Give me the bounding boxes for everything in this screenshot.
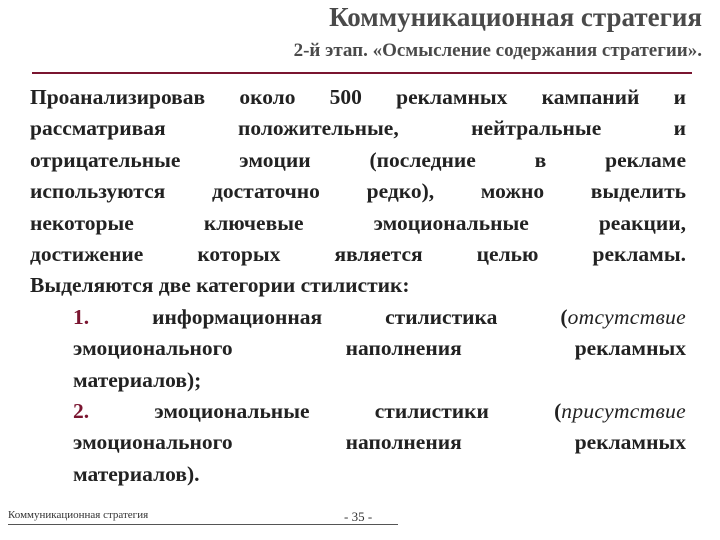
- paragraph-line: Выделяются две категории стилистик:: [30, 273, 410, 298]
- list-item-line: эмоционального наполнения рекламных: [73, 336, 686, 361]
- slide-title: Коммуникационная стратегия: [329, 2, 702, 32]
- list-item-line: эмоционального наполнения рекламных: [73, 430, 686, 455]
- paragraph-line: используются достаточно редко), можно выделить: [30, 179, 686, 204]
- page-number: - 35 -: [344, 509, 373, 524]
- paragraph-line: Проанализировав около 500 рекламных кампаний и: [30, 85, 686, 109]
- footer-label: Коммуникационная стратегия: [8, 509, 149, 521]
- paragraph-line: некоторые ключевые эмоциональные реакции,: [30, 210, 686, 235]
- paragraph-line: рассматривая положительные, нейтральные и: [30, 116, 686, 141]
- list-item-line: [73, 302, 686, 333]
- list-item-line: материалов);: [73, 367, 202, 392]
- list-number: 1.: [73, 304, 90, 329]
- paragraph-line: достижение которых является целью рекламы.: [30, 242, 686, 267]
- footer-divider: [8, 524, 398, 525]
- note-open-paren: (: [554, 399, 562, 424]
- list-item-name: информационная стилистика: [152, 304, 498, 329]
- list-item-informational: [73, 302, 686, 396]
- list-number: 2.: [73, 399, 90, 424]
- list-item-line: [73, 396, 686, 427]
- list-item-name: эмоциональные стилистики: [154, 399, 489, 424]
- title-divider: [32, 72, 692, 74]
- slide-body: [30, 82, 686, 490]
- list-item-note: присутствие: [561, 399, 686, 424]
- list-item-line: материалов).: [73, 461, 200, 486]
- list-item-emotional: [73, 396, 686, 490]
- paragraph-line: отрицательные эмоции (последние в рекламе: [30, 147, 686, 172]
- note-open-paren: (: [560, 304, 568, 329]
- slide-subtitle: 2-й этап. «Осмысление содержания стратегии».: [293, 40, 702, 61]
- list-item-note: отсутствие: [567, 304, 686, 329]
